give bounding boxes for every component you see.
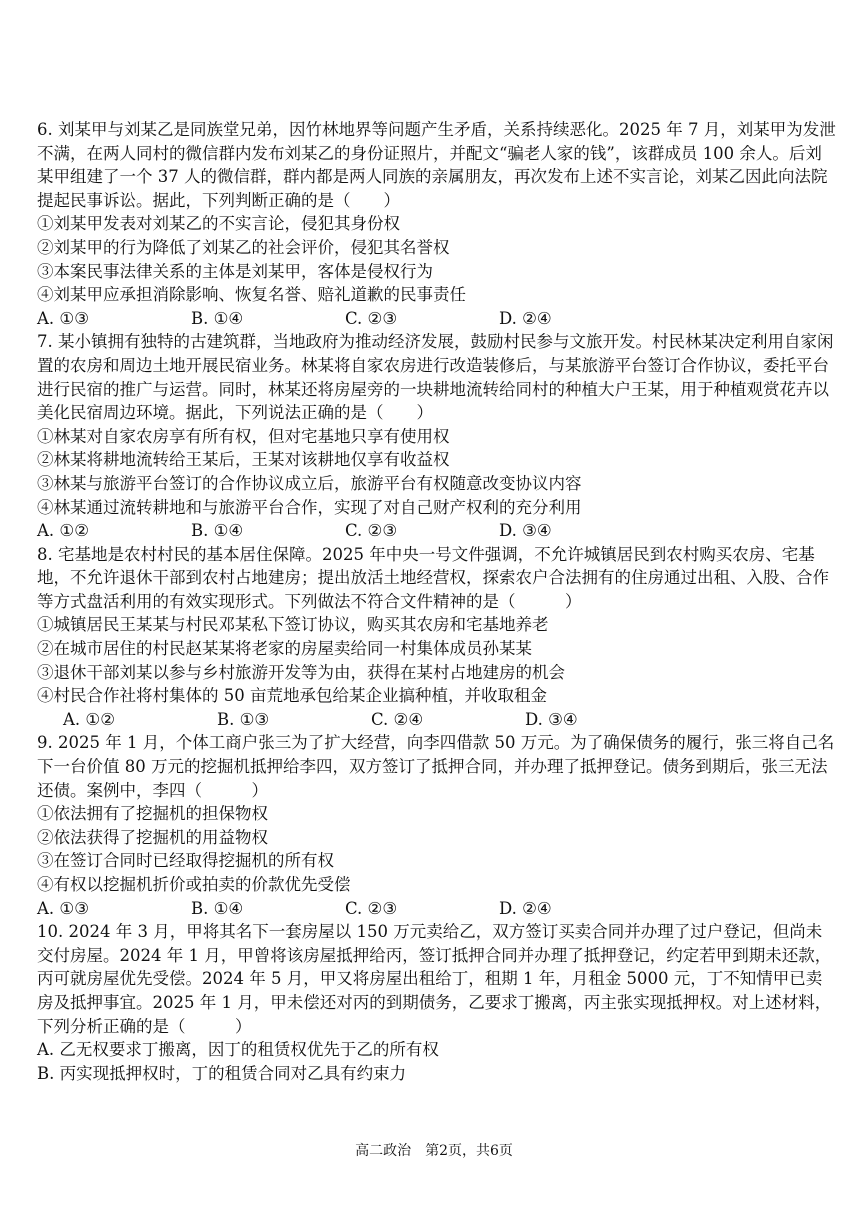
statement: ①依法拥有了挖掘机的担保物权 bbox=[37, 804, 268, 824]
answer-option: A. ①② bbox=[37, 521, 89, 541]
answer-option: A. ①③ bbox=[37, 308, 89, 328]
statement: ①林某对自家农房享有所有权，但对宅基地只享有使用权 bbox=[37, 426, 450, 446]
statement: ②刘某甲的行为降低了刘某乙的社会评价，侵犯其名誉权 bbox=[37, 237, 450, 257]
statement: A. 乙无权要求丁搬离，因丁的租赁权优先于乙的所有权 bbox=[37, 1040, 439, 1060]
answer-option: D. ②④ bbox=[499, 898, 552, 918]
question-block bbox=[37, 920, 837, 1085]
answer-options bbox=[37, 519, 837, 543]
statement: ③本案民事法律关系的主体是刘某甲，客体是侵权行为 bbox=[37, 261, 433, 281]
statement: ④有权以挖掘机折价或拍卖的价款优先受偿 bbox=[37, 875, 351, 894]
answer-option: B. ①④ bbox=[191, 521, 244, 541]
statement: ①刘某甲发表对刘某乙的不实言论，侵犯其身份权 bbox=[37, 214, 400, 234]
statement: ②林某将耕地流转给王某后，王某对该耕地仅享有收益权 bbox=[37, 450, 450, 470]
question-block bbox=[37, 543, 837, 732]
answer-option: C. ②④ bbox=[371, 709, 424, 729]
question-stem: 8. 宅基地是农村村民的基本居住保障。2025 年中央一号文件强调，不允许城镇居民到农村购买农房、宅基地，不允许退休干部到农村占地建房；提出放活土地经营权，探索农户合法拥有的住房通过出租、入股、合作等方式盘活利用的有效实现形式。下列做法不符合文件精神的是（ ） bbox=[37, 544, 829, 611]
statement: ③退休干部刘某以参与乡村旅游开发等为由，获得在某村占地建房的机会 bbox=[37, 662, 565, 682]
answer-option: A. ①③ bbox=[37, 898, 89, 918]
answer-option: B. ①③ bbox=[217, 709, 270, 729]
answer-option: D. ③④ bbox=[525, 709, 578, 729]
answer-option: C. ②③ bbox=[345, 898, 398, 918]
answer-option: C. ②③ bbox=[345, 308, 398, 328]
question-block bbox=[37, 731, 837, 920]
statement: ②依法获得了挖掘机的用益物权 bbox=[37, 827, 268, 847]
answer-options bbox=[37, 897, 837, 921]
statement: ④林某通过流转耕地和与旅游平台合作，实现了对自己财产权利的充分利用 bbox=[37, 497, 582, 517]
answer-options bbox=[37, 307, 837, 331]
question-stem: 9. 2025 年 1 月，个体工商户张三为了扩大经营，向李四借款 50 万元。为了确保债务的履行，张三将自己名下一台价值 80 万元的挖掘机抵押给李四，双方签订了抵押合同，并办理了抵押登记。债务到期后，张三无法还债。案例中，李四（ ） bbox=[37, 733, 835, 800]
statement: ③林某与旅游平台签订的合作协议成立后，旅游平台有权随意改变协议内容 bbox=[37, 473, 582, 493]
answer-option: C. ②③ bbox=[345, 521, 398, 541]
answer-option: B. ①④ bbox=[191, 308, 244, 328]
question-stem: 10. 2024 年 3 月，甲将其名下一套房屋以 150 万元卖给乙，双方签订买卖合同并办理了过户登记，但尚未交付房屋。2024 年 1 月，甲曾将该房屋抵押给丙，签订抵押合同并办理了抵押登记，约定若甲到期未还款，丙可就房屋优先受偿。2024 年 5 月，甲又将房屋出租给丁，租期 1 年，月租金 5000 元，丁不知情甲已卖房及抵押事宜。2025 年 1 月，甲未偿还对丙的到期债务，乙要求丁搬离，丙主张实现抵押权。对上述材料，下列分析正确的是（ ） bbox=[37, 922, 832, 1036]
question-list bbox=[37, 118, 837, 1085]
statement: ①城镇居民王某某与村民邓某私下签订协议，购买其农房和宅基地养老 bbox=[37, 615, 549, 635]
question-stem: 7. 某小镇拥有独特的古建筑群，当地政府为推动经济发展，鼓励村民参与文旅开发。村民林某决定利用自家闲置的农房和周边土地开展民宿业务。林某将自家农房进行改造装修后，与某旅游平台签订合作协议，委托平台进行民宿的推广与运营。同时，林某还将房屋旁的一块耕地流转给同村的种植大户王某，用于种植观赏花卉以美化民宿周边环境。据此，下列说法正确的是（ ） bbox=[37, 332, 834, 423]
statement: ④刘某甲应承担消除影响、恢复名誉、赔礼道歉的民事责任 bbox=[37, 285, 466, 305]
answer-option: D. ②④ bbox=[499, 308, 552, 328]
question-block bbox=[37, 330, 837, 542]
answer-option: D. ③④ bbox=[499, 521, 552, 541]
answer-options bbox=[37, 708, 837, 732]
statement: ③在签订合同时已经取得挖掘机的所有权 bbox=[37, 851, 334, 871]
statement: ④村民合作社将村集体的 50 亩荒地承包给某企业搞种植，并收取租金 bbox=[37, 686, 547, 706]
answer-option: A. ①② bbox=[63, 709, 115, 729]
statement: B. 丙实现抵押权时，丁的租赁合同对乙具有约束力 bbox=[37, 1063, 407, 1083]
statement: ②在城市居住的村民赵某某将老家的房屋卖给同一村集体成员孙某某 bbox=[37, 639, 532, 659]
question-block bbox=[37, 118, 837, 330]
question-stem: 6. 刘某甲与刘某乙是同族堂兄弟，因竹林地界等问题产生矛盾，关系持续恶化。2025 年 7 月，刘某甲为发泄不满，在两人同村的微信群内发布刘某乙的身份证照片，并配文“骗老人家的钱”，该群成员 100 余人。后刘某甲组建了一个 37 人的微信群，群内都是两人同族的亲属朋友，再次发布上述不实言论，刘某乙因此向法院提起民事诉讼。据此，下列判断正确的是（ ） bbox=[37, 120, 836, 210]
answer-option: B. ①④ bbox=[191, 898, 244, 918]
page-footer: 高二政治 第2页，共6页 bbox=[355, 1143, 513, 1159]
